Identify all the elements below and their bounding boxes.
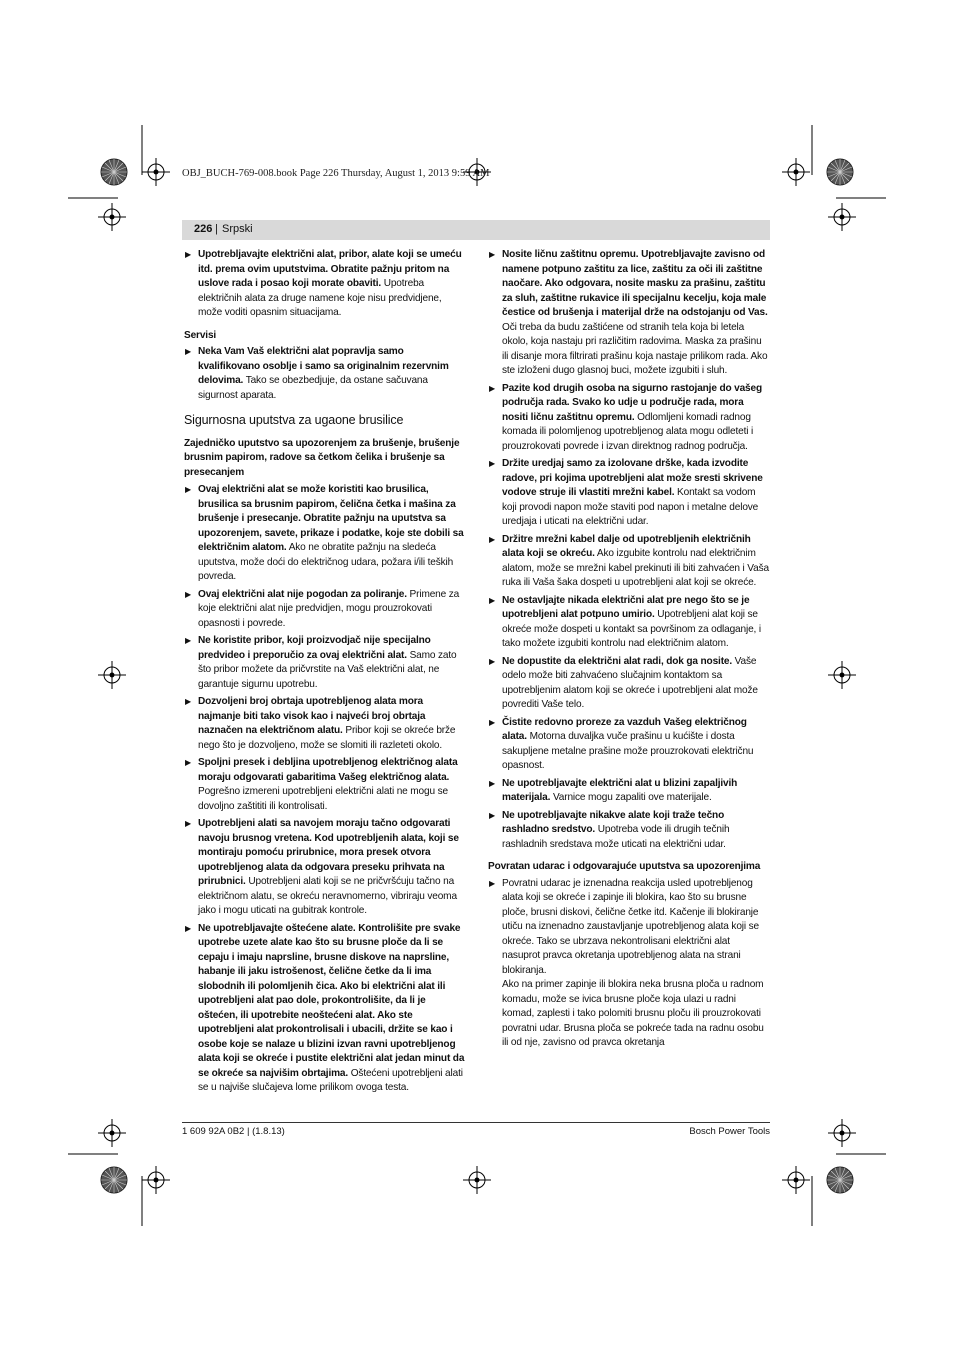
triangle-right-icon: ▶ xyxy=(489,459,496,468)
triangle-right-icon: ▶ xyxy=(489,534,496,544)
list-item: ▶ Ovaj električni alat nije pogodan za poliranje. Primene za koje električni alat nije predvidjen, mogu prouzrokovati opasnosti i povrede. xyxy=(185,588,460,629)
print-slug: OBJ_BUCH-769-008.book Page 226 Thursday, August 1, 2013 9:59 AM xyxy=(182,168,490,179)
page-header xyxy=(182,220,770,240)
header-language: Srpski xyxy=(222,223,253,235)
subheading-kickback: Povratan udarac i odgovarajuće uputstva sa upozorenjima xyxy=(488,861,761,872)
triangle-right-icon: ▶ xyxy=(185,485,192,494)
triangle-right-icon: ▶ xyxy=(489,778,496,788)
list-item: ▶ Ne dopustite da električni alat radi, dok ga nosite. Vaše odelo može biti zahvaćeno slučajnim kontaktom sa upotrebljenim alatom koji se okreće i upotrebljeni alat može povrediti Vaše telo. xyxy=(489,655,758,710)
footer-brand: Bosch Power Tools xyxy=(689,1126,770,1137)
subheading-servisi: Servisi xyxy=(184,329,217,341)
list-item: ▶ Pazite kod drugih osoba na sigurno rastojanje do vašeg područja rada. Svako ko udje u područje rada, mora nositi ličnu zaštitnu opremu. Odlomljeni komadi radnog komada ili polomljenog upotrebljenog alata mogu odleteti i prouzrokovati povrede i izvan direktnog radnog područja. xyxy=(489,382,762,452)
section-intro: Zajedničko uputstvo sa upozorenjem za brušenje, brušenje brusnim papirom, radove sa četkom čelika i brušenje sa presecanjem xyxy=(184,437,460,478)
list-item: ▶ Nosite ličnu zaštitnu opremu. Upotrebljavajte zavisno od namene potpuno zaštitu za lice, zaštitu za oči ili zaštitne naočare. Ako odgovara, nosite masku za prašinu, zaštitu za sluh, zaštitne rukavice ili specijalnu kecelju, koja male čestice od brušenja i materijal drže na odstojanju od Vas. Oči treba da budu zaštićene od stranih tela koja bi letela okolo, koja nastaju pri različitim radovima. Maska za prašinu ili disanje mora filtrirati prašinu koja nastaje prilikom rada. Ako ste izloženi dugo glasnoj buci, možete izgubiti i sluh. xyxy=(489,249,768,376)
list-item: ▶ Upotrebljeni alati sa navojem moraju tačno odgovarati navoju brusnog vretena. Kod upotrebljenih alata, koji se montiraju pomoću prirubnice, mora presek otvora upotrebljenog alata da odgovara preseku prihvata na prirubnici. Upotrebljeni alati koji se ne pričvršćuju tačno na električnom alatu, se okreću neravnomerno, vibriraju veoma jako i mogu uticati na gubitrak kontrole. xyxy=(185,818,459,916)
section-title: Sigurnosna uputstva za ugaone brusilice xyxy=(184,413,404,427)
footer-rule xyxy=(182,1122,770,1123)
triangle-right-icon: ▶ xyxy=(185,923,192,933)
triangle-right-icon: ▶ xyxy=(185,697,192,706)
list-item: ▶ Držitre mrežni kabel dalje od upotrebljenih električnih alata koji se okreću. Ako izgubite kontrolu nad električnim alatom, može se mrežni kabel prekinuti ili biti zahvaćen i Vaša ruka ili Vaša šaka dospeti u upotrebljeni alat koji se okreće. xyxy=(489,533,769,588)
triangle-right-icon: ▶ xyxy=(489,250,496,259)
list-item: ▶ Ovaj električni alat se može koristiti kao brusilica, brusilica sa brusnim papirom, čelična četka i mašina za brušenje i presecanje. Obratite pažnju na uputstva sa upozorenjem, savete, prikaze i podatke, koje ste dobili sa električnim alatom. Ako ne obratite pažnju na sledeća uputstva, može doći do električnog udara, požara i/ili teških povreda. xyxy=(185,484,464,582)
triangle-right-icon: ▶ xyxy=(185,589,192,599)
list-item: ▶ Držite uredjaj samo za izolovane drške, kada izvodite radove, pri kojima upotrebljeni alat može sresti skrivene vodove struje ili vlastiti mrežni kabel. Kontakt sa vodom koji provodi napon može staviti pod napon i metalne delove uredjaja i uticati na električni udar. xyxy=(489,458,763,527)
list-item: ▶ Ne upotrebljavajte oštećene alate. Kontrolišite pre svake upotrebe uzete alate kao što su brusne ploče da li se cepaju i imaju naprsline, brusne diskove na naprsline, habanje ili jaku istrošenost, čelične četke da li ima slobodnih ili polomljenih čica. Ako bi električni alat ili upotrebljeni alat pao dole, prokontrolišite, da li je oštećen, ili upotrebite neoštećeni alat. Ako ste upotrebljeni alat prokontrolisali i ubacili, držite se kao i osobe koje se nalaze u blizini izvan ravni upotrebljenog alata koji se okreće i pustite električni alat jedan minut da se okreće sa najvišim obrtajima. Oštećeni upotrebljeni alati se u najviše slučajeva lome prilikom ovoga testa. xyxy=(185,922,465,1093)
header-separator: | xyxy=(215,223,218,235)
page-number: 226 xyxy=(194,223,213,235)
footer-doc-number: 1 609 92A 0B2 | (1.8.13) xyxy=(182,1126,285,1137)
list-item: ▶ Ne upotrebljavajte nikakve alate koji traže tečno rashladno sredstvo. Upotreba vode ili drugih tečnih rashladnih sredstava može uticati na električni udar. xyxy=(489,809,730,850)
triangle-right-icon: ▶ xyxy=(489,383,496,393)
triangle-right-icon: ▶ xyxy=(185,636,192,645)
triangle-right-icon: ▶ xyxy=(185,758,192,767)
triangle-right-icon: ▶ xyxy=(489,810,496,820)
triangle-right-icon: ▶ xyxy=(185,250,192,259)
list-item: ▶ Povratni udarac je iznenadna reakcija usled upotrebljenog alata koji se okreće i zapinje ili blokira, kao što su brusne ploče, brusni diskovi, čelične četke itd. Kačenje ili blokiranje utiču na iznenadno zaustavljanje upotrebljenog alata koji se okreće. Tako se ubrzava nekontrolisani električni alat nasuprot pravca okretanja upotrebljenog alata na strani blokiranja. Ako na primer zapinje ili blokira neka brusna ploča u radnom komadu, može se ivica brusne ploče koja ulazi u radni komad, zaplesti i tako polomiti brusnu ploču ili prouzrokovati povratni udar. Brusna ploča se pokreće tada na radnu osobu ili od nje, zavisno od pravca okretanja xyxy=(489,877,764,1048)
list-item: ▶ Ne upotrebljavajte električni alat u blizini zapaljivih materijala. Varnice mogu zapaliti ove materijale. xyxy=(489,777,738,803)
triangle-right-icon: ▶ xyxy=(489,656,496,666)
triangle-right-icon: ▶ xyxy=(489,717,496,727)
list-item: ▶ Dozvoljeni broj obrtaja upotrebljenog alata mora najmanje biti tako visok kao i najveći broj obrtaja naznačen na električnom alatu. Pribor koji se okreće brže nego što je dozvoljeno, može se slomiti ili razleteti okolo. xyxy=(185,696,456,751)
list-item: ▶ Čistite redovno proreze za vazduh Vašeg električnog alata. Motorna duvaljka vuče prašinu u kućište i dosta sakupljene metalne prašine može prouzrokovati električnu opasnost. xyxy=(489,716,754,771)
list-item: ▶ Spoljni presek i debljina upotrebljenog električnog alata moraju odgovarati gabaritima Vašeg električnog alata. Pogrešno izmereni upotrebljeni električni alati ne mogu se dovoljno zaštititi ili kontrolisati. xyxy=(185,757,458,812)
list-item: ▶ Upotrebljavajte električni alat, pribor, alate koji se umeću itd. prema ovim uputstvima. Obratite pažnju pritom na uslove rada i posao koji morate obaviti. Upotreba električnih alata za druge namene koje nisu predvidjene, može voditi opasnim situacijama. xyxy=(185,249,462,318)
left-column xyxy=(184,248,466,1099)
right-column xyxy=(488,248,770,1054)
triangle-right-icon: ▶ xyxy=(185,819,192,828)
triangle-right-icon: ▶ xyxy=(489,878,496,888)
list-item: ▶ Ne ostavljajte nikada električni alat pre nego što se je upotrebljeni alat potpuno umirio. Upotrebljeni alat koji se okreće može dospeti u kontakt sa površinom za odlaganje, i tako možete izgubiti kontrolu nad električnim alatom. xyxy=(489,594,761,649)
list-item: ▶ Ne koristite pribor, koji proizvodjač nije specijalno predvideo i preporučio za ovaj električni alat. Samo zato što pribor možete da pričvrstite na Vaš električni alat, ne garantuje sigurnu upotrebu. xyxy=(185,635,457,690)
triangle-right-icon: ▶ xyxy=(489,595,496,605)
list-item: ▶ Neka Vam Vaš električni alat popravlja samo kvalifikovano osoblje i samo sa originalnim rezervnim delovima. Tako se obezbedjuje, da ostane sačuvana sigurnost aparata. xyxy=(185,346,449,401)
triangle-right-icon: ▶ xyxy=(185,347,192,356)
